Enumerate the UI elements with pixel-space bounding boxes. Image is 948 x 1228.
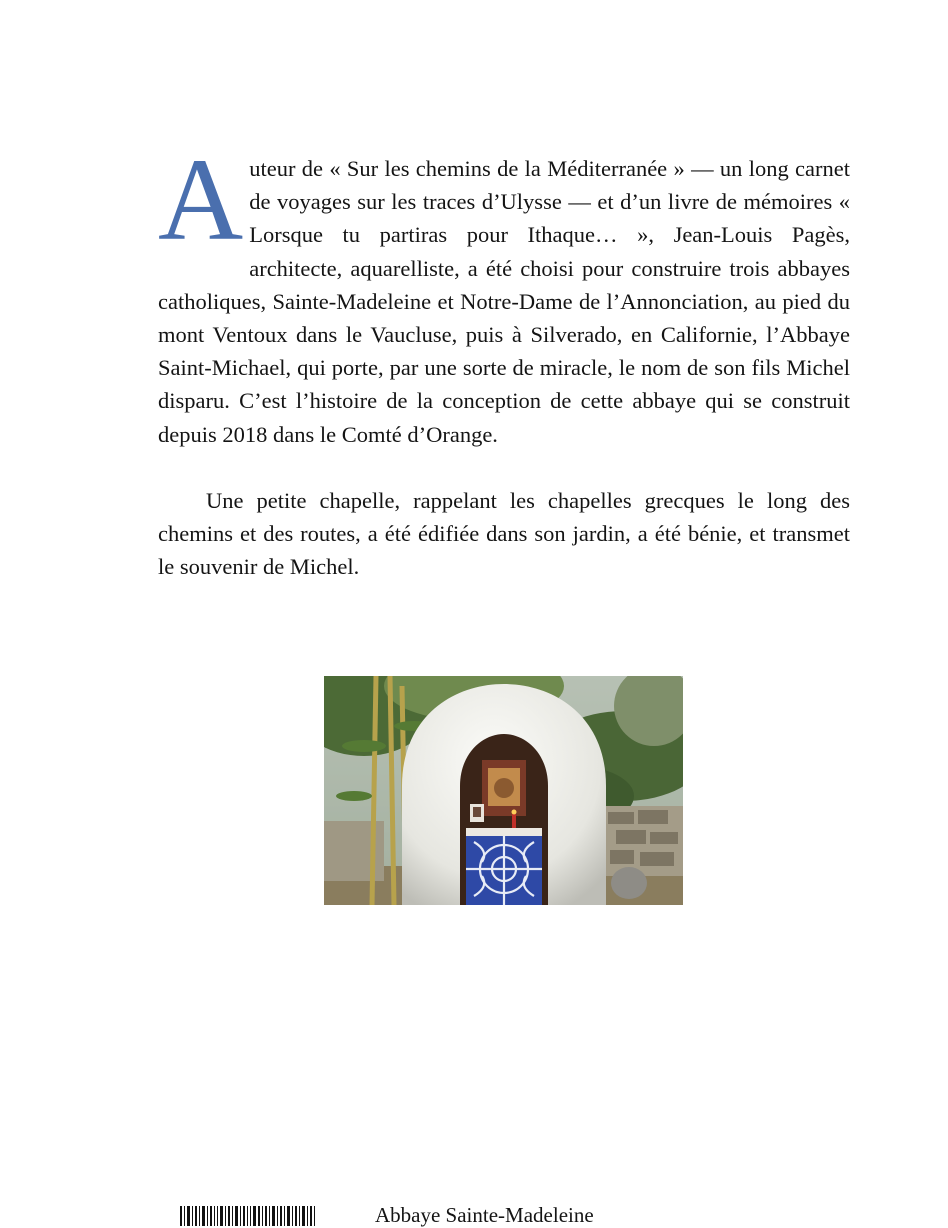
chapel-photo-image [324,676,683,905]
chapel-photo [324,676,683,905]
paragraph-2: Une petite chapelle, rappelant les chapelles grecques le long des chemins et des routes, a été édifiée dans son jardin, a été bénie, et transmet le souvenir de Michel. [158,487,850,580]
drop-cap: A [158,134,244,265]
publisher-name: Abbaye Sainte-Madeleine [375,1203,594,1227]
barcode-icon [180,1206,316,1226]
back-cover-text [158,134,850,583]
paragraph-1-text: uteur de « Sur les chemins de la Méditerranée » — un long carnet de voyages sur les traces d’Ulysse — et d’un livre de mémoires « Lorsque tu partiras pour Ithaque… », Jean-Louis Pagès, architecte, aquarelliste, a été choisi pour construire trois abbayes catholiques, Sainte-Madeleine et Notre-Dame de l’Annonciation, au pied du mont Ventoux dans le Vaucluse, puis à Silverado, en Californie, l’Abbaye Saint-Michael, qui porte, par une sorte de miracle, le nom de son fils Michel disparu. C’est l’histoire de la conception de cette abbaye qui se construit depuis 2018 dans le Comté d’Orange. [158,156,850,447]
paragraph-1 [158,134,850,451]
footer [180,1203,880,1227]
